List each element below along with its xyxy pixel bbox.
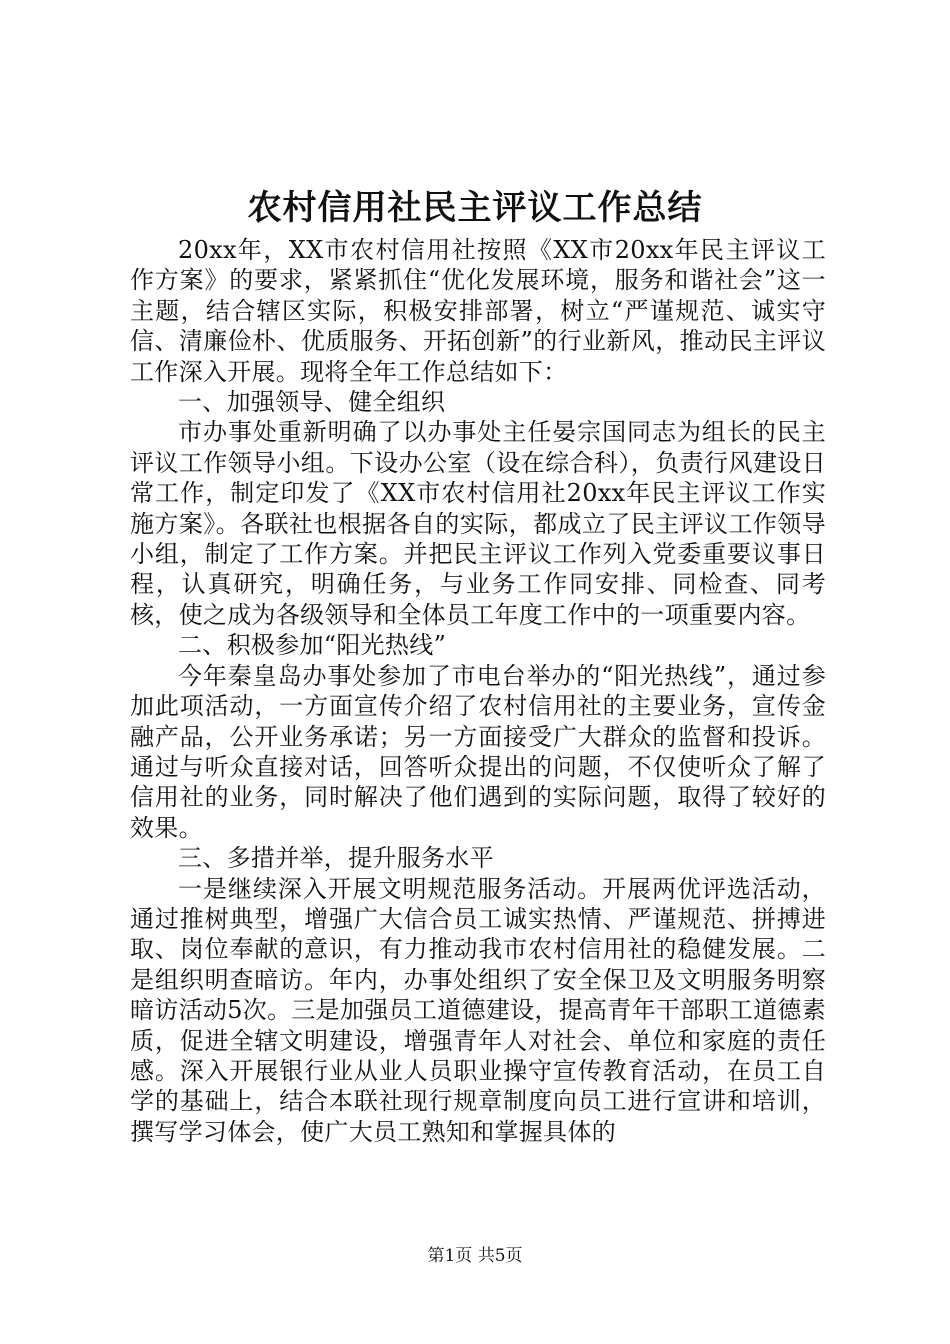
section-2-paragraph: 今年秦皇岛办事处参加了市电台举办的“阳光热线”，通过参加此项活动，一方面宣传介绍了农村信用社的主要业务，宣传金融产品，公开业务承诺；另一方面接受广大群众的监督和投诉。通过与听众直接对话，回答听众提出的问题，不仅使听众了解了信用社的业务，同时解决了他们遇到的实际问题，取得了较好的效果。 [130,661,826,842]
page-number-footer: 第1页 共5页 [427,1246,523,1266]
intro-paragraph: 20xx年，XX市农村信用社按照《XX市20xx年民主评议工作方案》的要求，紧紧抓住“优化发展环境，服务和谐社会”这一主题，结合辖区实际，积极安排部署，树立“严谨规范、诚实守信、清廉俭朴、优质服务、开拓创新”的行业新风，推动民主评议工作深入开展。现将全年工作总结如下： [130,236,826,386]
section-heading-3: 三、多措并举，提升服务水平 [178,844,494,873]
section-heading-1: 一、加强领导、健全组织 [178,388,446,417]
section-1-paragraph: 市办事处重新明确了以办事处主任晏宗国同志为组长的民主评议工作领导小组。下设办公室（设在综合科），负责行风建设日常工作，制定印发了《XX市农村信用社20xx年民主评议工作实施方案》。各联社也根据各自的实际，都成立了民主评议工作领导小组，制定了工作方案。并把民主评议工作列入党委重要议事日程，认真研究，明确任务，与业务工作同安排、同检查、同考核，使之成为各级领导和全体员工年度工作中的一项重要内容。 [130,418,826,629]
document-title: 农村信用社民主评议工作总结 [247,188,703,228]
document-body [130,235,826,1147]
section-3-paragraph: 一是继续深入开展文明规范服务活动。开展两优评选活动，通过推树典型，增强广大信合员工诚实热情、严谨规范、拼搏进取、岗位奉献的意识，有力推动我市农村信用社的稳健发展。二是组织明查暗访。年内，办事处组织了安全保卫及文明服务明察暗访活动5次。三是加强员工道德建设，提高青年干部职工道德素质，促进全辖文明建设，增强青年人对社会、单位和家庭的责任感。深入开展银行业从业人员职业操守宣传教育活动，在员工自学的基础上，结合本联社现行规章制度向员工进行宣讲和培训，撰写学习体会，使广大员工熟知和掌握具体的 [130,874,826,1146]
section-heading-2: 二、积极参加“阳光热线” [178,631,447,660]
